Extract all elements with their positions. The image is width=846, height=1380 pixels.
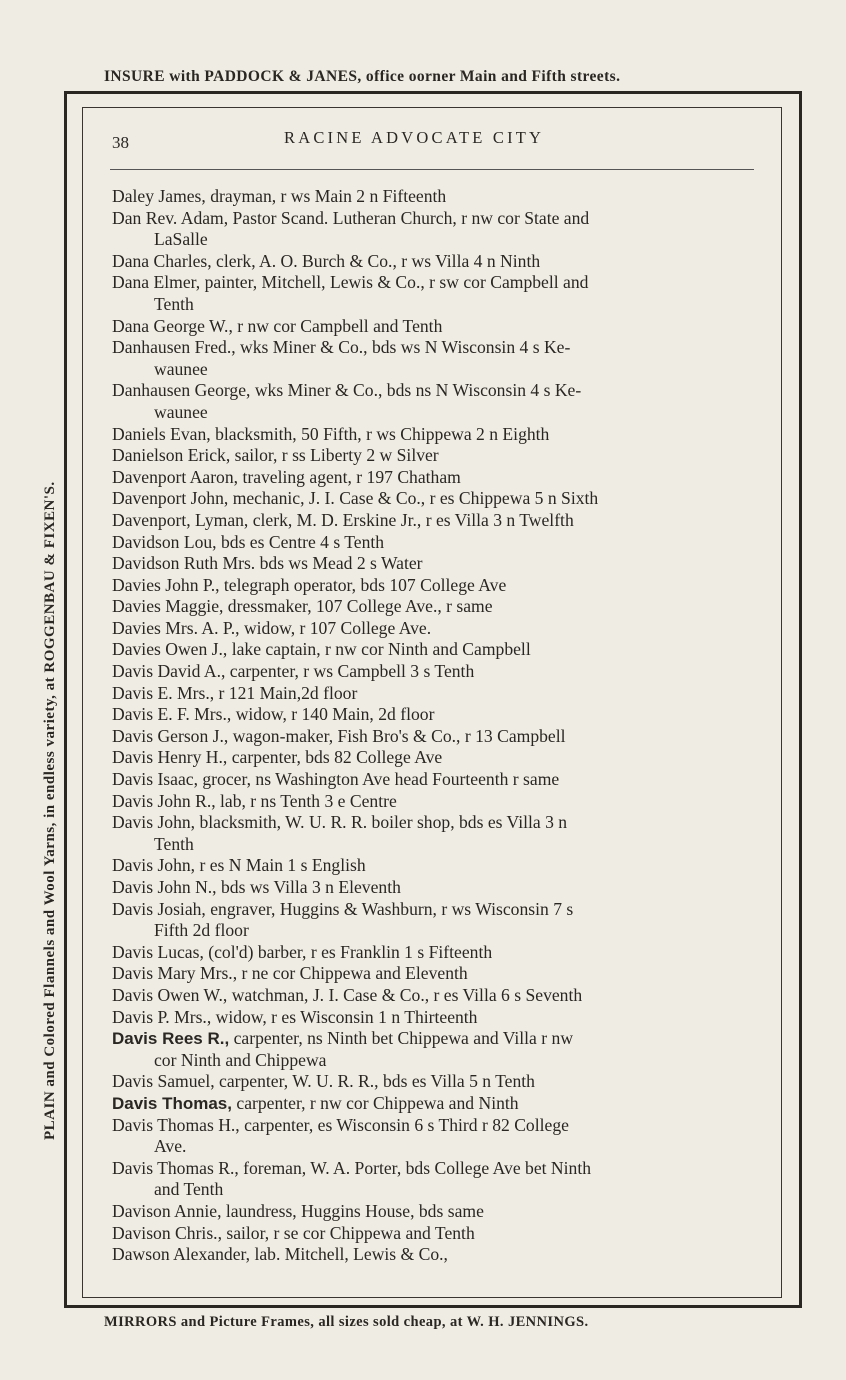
entry-text: Davidson Ruth Mrs. bds ws Mead 2 s Water (112, 553, 423, 574)
entry-text: Davis Mary Mrs., r ne cor Chippewa and Eleventh (112, 963, 468, 984)
entry-text: Danhausen Fred., wks Miner & Co., bds ws N Wisconsin 4 s Ke- (112, 337, 571, 358)
entry-continuation: Tenth (154, 833, 194, 854)
entry-text: Davis E. Mrs., r 121 Main,2d floor (112, 682, 358, 703)
bottom-advertisement: MIRRORS and Picture Frames, all sizes sold cheap, at W. H. JENNINGS. (104, 1314, 589, 1330)
entry-text: Davis Owen W., watchman, J. I. Case & Co., r es Villa 6 s Seventh (112, 984, 583, 1005)
entry-text: Davison Annie, laundress, Huggins House, bds same (112, 1200, 484, 1221)
directory-entry (112, 208, 754, 251)
entry-continuation: LaSalle (154, 229, 208, 250)
directory-entry (112, 985, 754, 1007)
entry-text: carpenter, ns Ninth bet Chippewa and Villa r nw (229, 1028, 574, 1049)
entry-text: Davis Isaac, grocer, ns Washington Ave head Fourteenth r same (112, 769, 560, 790)
entry-text: Davis Thomas H., carpenter, es Wisconsin 6 s Third r 82 College (112, 1114, 569, 1135)
entry-text: Davenport John, mechanic, J. I. Case & Co., r es Chippewa 5 n Sixth (112, 488, 599, 509)
entry-text: Dawson Alexander, lab. Mitchell, Lewis & Co., (112, 1244, 448, 1265)
entry-text: Davis Samuel, carpenter, W. U. R. R., bds es Villa 5 n Tenth (112, 1071, 535, 1092)
directory-entry (112, 683, 754, 705)
entry-text: Dan Rev. Adam, Pastor Scand. Lutheran Church, r nw cor State and (112, 207, 590, 228)
entry-text: Davison Chris., sailor, r se cor Chippewa and Tenth (112, 1222, 475, 1243)
entry-text: Danhausen George, wks Miner & Co., bds ns N Wisconsin 4 s Ke- (112, 380, 582, 401)
directory-entry (112, 942, 754, 964)
entry-continuation: waunee (154, 401, 208, 422)
side-advertisement: PLAIN and Colored Flannels and Wool Yarns, in endless variety, at ROGGENBAU & FIXEN'S. (42, 481, 58, 1140)
directory-entry (112, 445, 754, 467)
entry-text: Davis John, blacksmith, W. U. R. R. boiler shop, bds es Villa 3 n (112, 812, 568, 833)
directory-entry (112, 704, 754, 726)
entry-text: Danielson Erick, sailor, r ss Liberty 2 w Silver (112, 445, 439, 466)
entry-text: Dana Elmer, painter, Mitchell, Lewis & Co., r sw cor Campbell and (112, 272, 589, 293)
entry-text: Davis David A., carpenter, r ws Campbell 3 s Tenth (112, 661, 475, 682)
directory-entry (112, 1158, 754, 1201)
entry-continuation: and Tenth (154, 1179, 224, 1200)
directory-entry (112, 272, 754, 315)
directory-entry (112, 251, 754, 273)
outer-border-bottom (64, 1305, 802, 1308)
entry-text: Dana Charles, clerk, A. O. Burch & Co., r ws Villa 4 n Ninth (112, 250, 541, 271)
directory-entry (112, 639, 754, 661)
entry-text: Davis Thomas R., foreman, W. A. Porter, bds College Ave bet Ninth (112, 1157, 591, 1178)
directory-entry (112, 877, 754, 899)
directory-entry (112, 1007, 754, 1029)
directory-entry (112, 1244, 754, 1266)
directory-entry (112, 596, 754, 618)
directory-entry (112, 963, 754, 985)
outer-border-right (799, 91, 802, 1308)
entry-text: Davis Henry H., carpenter, bds 82 College Ave (112, 747, 443, 768)
directory-entry (112, 488, 754, 510)
directory-entry (112, 855, 754, 877)
entry-name-bold: Davis Thomas, (112, 1093, 232, 1113)
directory-entry (112, 1071, 754, 1093)
directory-entry (112, 532, 754, 554)
entry-continuation: waunee (154, 358, 208, 379)
directory-entry (112, 1115, 754, 1158)
entry-text: Dana George W., r nw cor Campbell and Tenth (112, 315, 443, 336)
directory-entry (112, 510, 754, 532)
directory-entry (112, 1028, 754, 1071)
directory-entry (112, 1201, 754, 1223)
directory-entry (112, 467, 754, 489)
outer-border-left (64, 91, 67, 1308)
entry-text: Davenport, Lyman, clerk, M. D. Erskine Jr., r es Villa 3 n Twelfth (112, 509, 574, 530)
page-number: 38 (112, 133, 129, 152)
directory-entry (112, 337, 754, 380)
directory-entry (112, 769, 754, 791)
entry-text: Davies John P., telegraph operator, bds 107 College Ave (112, 574, 507, 595)
directory-entry (112, 1223, 754, 1245)
directory-entry (112, 1093, 754, 1115)
directory-entry (112, 747, 754, 769)
entry-text: Daniels Evan, blacksmith, 50 Fifth, r ws Chippewa 2 n Eighth (112, 423, 550, 444)
entry-name-bold: Davis Rees R., (112, 1029, 230, 1049)
entry-continuation: cor Ninth and Chippewa (154, 1049, 327, 1070)
directory-entry (112, 553, 754, 575)
entry-text: carpenter, r nw cor Chippewa and Ninth (232, 1092, 519, 1113)
entry-text: Davies Maggie, dressmaker, 107 College Ave., r same (112, 596, 493, 617)
directory-entry (112, 618, 754, 640)
header-rule (110, 169, 754, 170)
entry-text: Davis John R., lab, r ns Tenth 3 e Centre (112, 790, 397, 811)
directory-entry (112, 424, 754, 446)
entry-text: Davis Josiah, engraver, Huggins & Washburn, r ws Wisconsin 7 s (112, 898, 574, 919)
entry-text: Davis John N., bds ws Villa 3 n Eleventh (112, 877, 401, 897)
outer-border-top (64, 91, 802, 94)
directory-entry (112, 812, 754, 855)
directory-entry (112, 316, 754, 338)
directory-entry (112, 380, 754, 423)
directory-entries (112, 186, 754, 1266)
entry-text: Davis E. F. Mrs., widow, r 140 Main, 2d floor (112, 704, 435, 725)
entry-text: Davenport Aaron, traveling agent, r 197 Chatham (112, 466, 461, 487)
entry-text: Davis Lucas, (col'd) barber, r es Franklin 1 s Fifteenth (112, 941, 493, 962)
top-advertisement: INSURE with PADDOCK & JANES, office oorner Main and Fifth streets. (104, 68, 621, 85)
running-head: RACINE ADVOCATE CITY (284, 128, 545, 147)
entry-continuation: Ave. (154, 1136, 187, 1157)
entry-text: Davis John, r es N Main 1 s English (112, 855, 366, 876)
directory-entry (112, 575, 754, 597)
entry-text: Davidson Lou, bds es Centre 4 s Tenth (112, 531, 385, 552)
entry-text: Davies Mrs. A. P., widow, r 107 College Ave. (112, 617, 432, 638)
entry-continuation: Fifth 2d floor (154, 920, 249, 941)
directory-entry (112, 791, 754, 813)
entry-text: Davis Gerson J., wagon-maker, Fish Bro's & Co., r 13 Campbell (112, 725, 566, 746)
entry-text: Davies Owen J., lake captain, r nw cor Ninth and Campbell (112, 639, 531, 660)
directory-entry (112, 186, 754, 208)
directory-entry (112, 899, 754, 942)
entry-continuation: Tenth (154, 293, 194, 314)
entry-text: Davis P. Mrs., widow, r es Wisconsin 1 n Thirteenth (112, 1006, 478, 1027)
entry-text: Daley James, drayman, r ws Main 2 n Fifteenth (112, 186, 447, 206)
directory-entry (112, 661, 754, 683)
directory-entry (112, 726, 754, 748)
